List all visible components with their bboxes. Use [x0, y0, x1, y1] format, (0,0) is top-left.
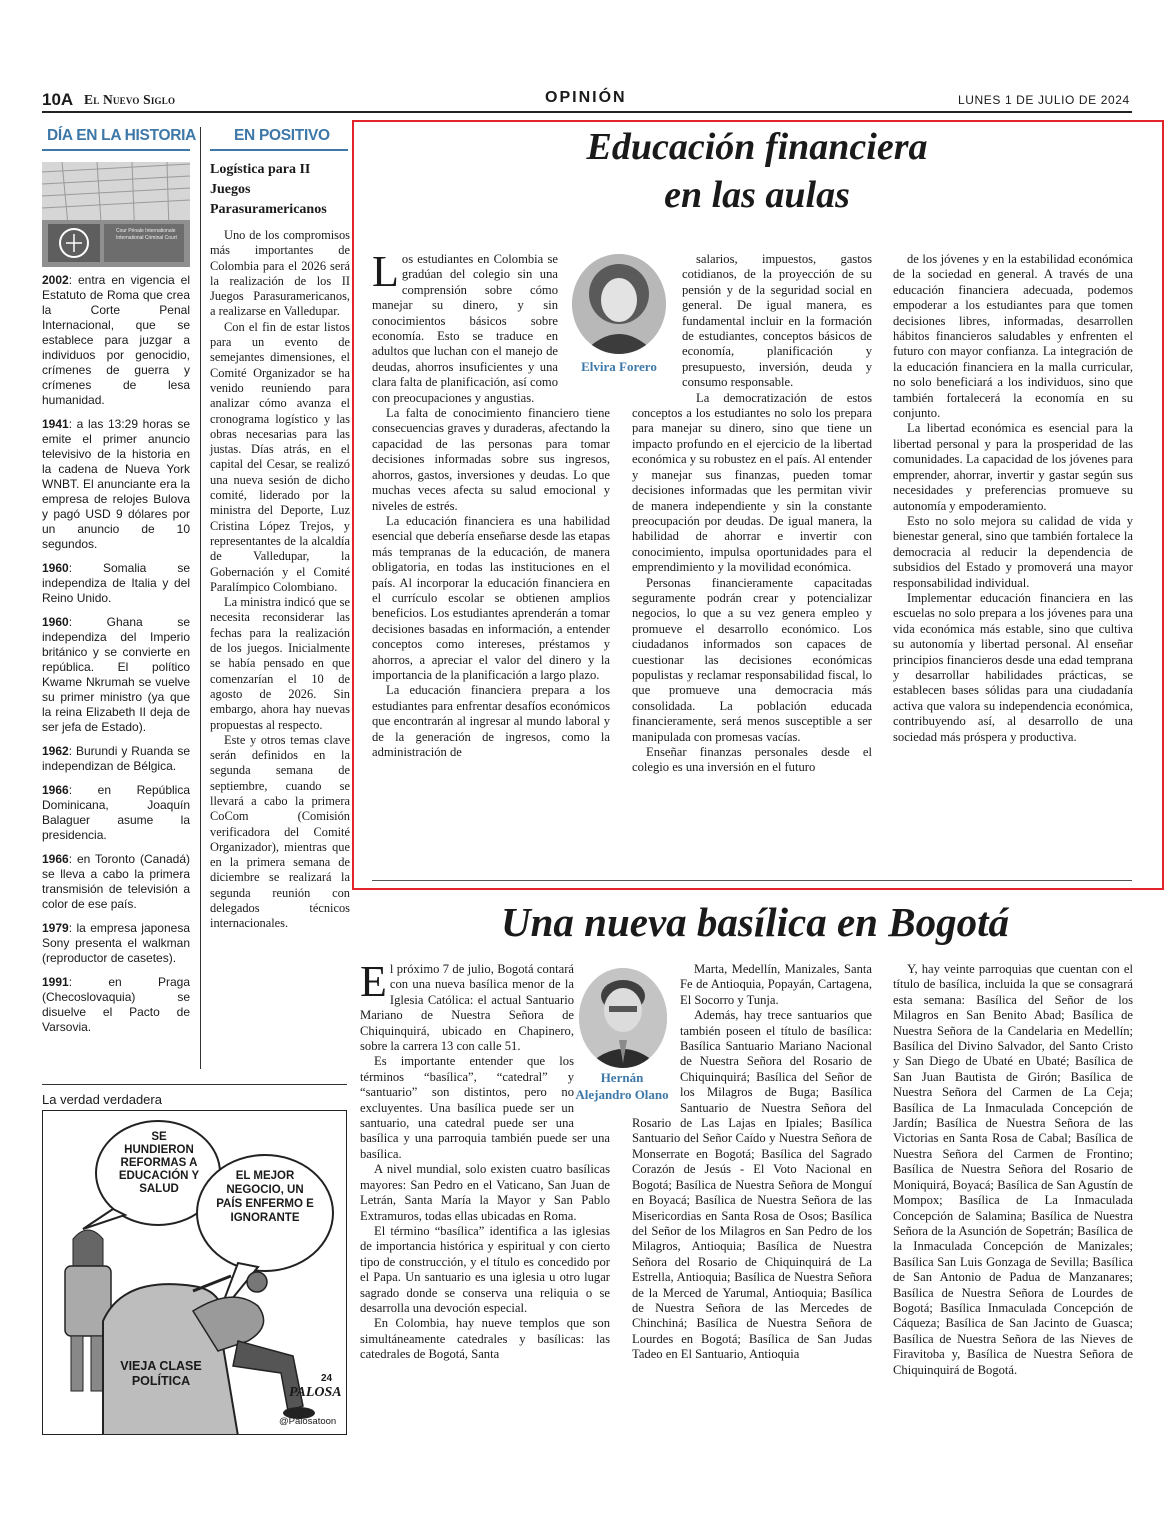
cartoon-sig-number: 24 — [321, 1373, 333, 1384]
article-separator — [372, 880, 1132, 881]
paragraph: Y, hay veinte parroquias que cuentan con el título de basílica, incluida la que se consagrará esta semana: Basílica del Señor de los Milagros en San Benito Abad; Basílica de Nuestra Señora de la Candelaria en Medellín; Basílica del Divino Salvador, del Santo Cristo y San Diego de Ubaté en Ubaté; Basílica de San Juan Bautista de Girón; Basílica de Nuestra Señora del Carmen de La Ceja; Basílica de La Inmaculada Concepción de Jardín; Basílica de Nuestra Señora de las Victorias en Santa Rosa de Cabal; Basílica de Nuestra Señora del Carmen de Frontino; Basílica de Nuestra Señora del Rosario de Moniquirá, Boyacá; Basílica de San Agustín de Mompox; Basílica de La Inmaculada Concepción de Salamina; Basílica de Nuestra Señora de la Asunción de Sopetrán; Basílica de la Inmaculada Concepción de Manizales; Basílica San Luis Gonzaga de Sevilla; Basílica de San Antonio de Padua de Manzanares; Basílica de Nuestra Señora de Lourdes de Bogotá; Basílica Inmaculada Concepción de Cáqueza; Basílica de San Jacinto de Guasca; Basílica de Nuestra Señora de las Nieves de Firavitoba y, Basílica de Nuestra Señora de Chiquinquirá de Bogotá. — [893, 962, 1133, 1377]
article2-col3 — [893, 962, 1133, 1378]
author-name-hernan: Hernán Alejandro Olano — [575, 1070, 669, 1102]
cartoon-chair-text: VIEJA CLASE POLÍTICA — [120, 1359, 202, 1388]
positivo-underline — [210, 149, 348, 151]
positivo-headline: Logística para II Juegos Parasuramericanos — [210, 162, 327, 217]
article2-col1 — [360, 957, 610, 1363]
historia-entry — [42, 783, 190, 843]
article1-col2 — [632, 252, 872, 776]
article1-title-line2: en las aulas — [664, 174, 850, 216]
historia-entry — [42, 744, 190, 774]
historia-year: 2002 — [42, 273, 69, 287]
paragraph: A nivel mundial, solo existen cuatro basílicas mayores: San Pedro en el Vaticano, San Juan de Letrán, Santa María la Mayor y San Pablo Extramuros, todas ellas ubicadas en Roma. — [360, 1162, 610, 1223]
photo-wrap-space — [564, 252, 610, 392]
paragraph: Este y otros temas clave serán definidos en la segunda semana de septiembre, cuando se llevará a cabo la primera CoCom (Comisión verificadora del Comité Organizador), mientras que en la primera semana de diciembre se realizará la segunda reunión con delegados técnicos internacionales. — [210, 732, 350, 931]
paragraph: La educación financiera prepara a los estudiantes para enfrentar desafíos económicos que encontrarán al ingresar al mundo laboral y de la generación de ingresos, como la administración de — [372, 683, 610, 759]
positivo-body — [210, 228, 350, 932]
article1-title-line1: Educación financiera — [586, 126, 928, 168]
historia-text: : Ghana se independiza del Imperio británico y se convierte en república. El político Kwame Nkrumah se vuelve su primer ministro (ya que la reina Elizabeth II deja de ser jefa de Estado). — [42, 615, 190, 734]
header-rule — [42, 111, 1132, 113]
paragraph — [360, 957, 610, 1054]
author-name-elvira: Elvira Forero — [581, 359, 657, 374]
photo-wrap-space — [632, 252, 676, 392]
photo-wrap-space — [580, 962, 610, 1122]
newspaper-name-text: El Nuevo Siglo — [84, 92, 176, 107]
cartoon-rule — [42, 1084, 347, 1085]
article1-col3 — [893, 252, 1133, 745]
paragraph: Uno de los compromisos más importantes de Colombia para el 2026 será la realización de los II Juegos Parasuramericanos, a realizarse en Valledupar. — [210, 228, 350, 319]
historia-list — [42, 273, 190, 1044]
paragraph-text: os estudiantes en Colombia se gradúan del colegio sin una comprensión sobre cómo manejar su dinero, y sin conocimientos básicos sobre economía. Esto se traduce en adultos que luchan con el manejo de deudas, ahorros insuficientes y una clara falta de planificación, así como con preocupaciones y angustias. — [372, 252, 558, 405]
paragraph: La ministra indicó que se necesita reconsiderar las fechas para la realización de los juegos. Inicialmente se había pensado en que comenzarían el 10 de agosto de 2026. Sin embargo, ahora hay nuevas propuestas al respecto. — [210, 595, 350, 732]
article1-col1 — [372, 247, 610, 760]
cartoon-bubble-1: SE HUNDIERON REFORMAS A EDUCACIÓN Y SALUD — [118, 1131, 200, 1195]
historia-text: : en Toronto (Canadá) se lleva a cabo la primera transmisión de televisión a color de ese país. — [42, 852, 190, 911]
historia-text: : entra en vigencia el Estatuto de Roma que crea la Corte Penal Internacional, que se establece para juzgar a individuos por genocidio, crímenes de guerra y crímenes de lesa humanidad. — [42, 273, 190, 407]
article2-col2 — [632, 962, 872, 1363]
cartoon-bubble-2: EL MEJOR NEGOCIO, UN PAÍS ENFERMO E IGNORANTE — [216, 1170, 314, 1224]
paragraph: salarios, impuestos, gastos cotidianos, de la proyección de su pensión y de la seguridad social en general. De igual manera, es fundamental incluir en la formación de estudiantes, conceptos básicos de economía, planificación y presupuesto, inversión, deuda y consumo responsable. — [682, 252, 872, 390]
historia-year: 1991 — [42, 975, 69, 989]
paragraph: Es importante entender que los términos “basílica”, “catedral” y “santuario” son distintos, pero no excluyentes. Una basílica puede ser un santuario, una catedral puede ser una basílica y una parroquia también puede ser una basílica. — [360, 1054, 610, 1161]
paragraph: Con el fin de estar listos para un evento de semejantes dimensiones, el Comité Organizador se ha venido reuniendo para analizar cómo avanza el cronograma logístico y las obras necesarias para las justas. Días atrás, en el capital del Cesar, se realizó una nueva sesión de dicho comité, liderado por la ministra del Deporte, Luz Cristina López Trejos, y representantes de la alcaldía de Valledupar, la Gobernación y el Comité Paralímpico Colombiano. — [210, 319, 350, 594]
paragraph: Marta, Medellín, Manizales, Santa Fe de Antioquia, Popayán, Cartagena, El Socorro y Tunja. — [680, 962, 872, 1007]
paragraph: La libertad económica es esencial para la libertad personal y para la prosperidad de las comunidades. La capacidad de los jóvenes para emprender, ahorrar, invertir y gastar según sus necesidades y preferencias promueve su autonomía y empoderamiento. — [893, 421, 1133, 513]
historia-text: : Somalia se independiza de Italia y del Reino Unido. — [42, 561, 190, 605]
historia-text: : a las 13:29 horas se emite el primer anuncio televisivo de la historia en la cadena de Nueva York WNBT. El anunciante era la empresa de relojes Bulova y pagó USD 9 dólares por un anuncio de 10 segundos. — [42, 417, 190, 551]
paragraph: Personas financieramente capacitadas seguramente podrán crear y potencializar negocios, lo que a su vez genera empleo y promueve el desarrollo económico. Los ciudadanos informados son capaces de cuestionar las decisiones económicas populistas y reclamar responsabilidad fiscal, lo que promueve una democracia más consolidada. La población educada financieramente, será menos susceptible a ser manipulada con promesas vacías. — [632, 575, 872, 744]
icc-sign-text: Cour Pénale Internationale International Criminal Court — [116, 228, 177, 241]
page-number: 10A — [42, 90, 74, 109]
paragraph: La democratización de estos conceptos a los estudiantes no solo los prepara para manejar su dinero, sino que tiene un impacto profundo en el ejercicio de la libertad económica y su robustez en el país. Al entender y manejar sus finanzas, pueden tomar decisiones informadas que les permitan vivir de manera independiente y sin la constante preocupación por deudas. De igual manera, la habilidad de ahorrar e invertir con conocimiento, impulsa oportunidades para el emprendimiento y la movilidad económica. — [632, 390, 872, 575]
icc-building-image — [42, 162, 190, 267]
paragraph: El término “basílica” identifica a las iglesias de importancia histórica y espiritual y con cierto tipo de construcción, y el título es concedido por el Papa. Un santuario es una iglesia u otro lugar sagrado donde se conserva una reliquia o se desarrolla una devoción especial. — [360, 1223, 610, 1315]
cartoon-handle: @Palosatoon — [279, 1416, 337, 1427]
issue-date: LUNES 1 DE JULIO DE 2024 — [958, 93, 1130, 107]
historia-entry — [42, 852, 190, 912]
paragraph: Además, hay trece santuarios que también poseen el título de basílica: Basílica Santuario Mariano Nacional de Nuestra Señora del Rosario de Chiquinquirá; Basílica del Señor de los Milagros de Buga; Basílica Santuario de Nuestra Señora del Rosario de Las Lajas en Ipiales; Basílica Santuario del Señor Caído y Nuestra Señora de Monserrate en Bogotá; Basílica del Sagrado Corazón de Jesús - El Voto Nacional en Bogotá; Basílica de Nuestra Señora de Monguí en Boyacá; Basílica de Nuestra Señora de las Misericordias en Santa Rosa de Osos; Basílica del Señor de los Milagros en San Pedro de los Milagros, Antioquia; Basílica de Nuestra Señora del Rosario de Chiquinquirá de La Estrella, Antioquia; Basílica de Nuestra Señora de la Merced de Yarumal, Antioquia; Basílica de Nuestra Señora de las Mercedes de Chinchiná; Basílica de Nuestra Señora de Lourdes en Bogotá; Basílica de San Judas Tadeo en El Santuario, Antioquia — [632, 1008, 872, 1362]
historia-year: 1960 — [42, 561, 69, 575]
paragraph: La falta de conocimiento financiero tiene consecuencias graves y duraderas, afectando la capacidad de las personas para tomar decisiones informadas sobre sus ingresos, ahorros, gastos, inversiones y deudas. Lo que muchas veces afecta su salud emocional y niveles de estrés. — [372, 406, 610, 513]
historia-text: : la empresa japonesa Sony presenta el walkman (reproductor de casetes). — [42, 921, 190, 965]
historia-year: 1979 — [42, 921, 69, 935]
historia-year: 1941 — [42, 417, 69, 431]
historia-entry — [42, 975, 190, 1035]
historia-label: DÍA EN LA HISTORIA — [47, 127, 197, 144]
historia-year: 1966 — [42, 852, 69, 866]
paragraph: En Colombia, hay nueve templos que son simultáneamente catedrales y basílicas: las catedrales de Bogotá, Santa — [360, 1316, 610, 1362]
historia-underline — [42, 149, 190, 151]
article2-title: Una nueva basílica en Bogotá — [501, 899, 1009, 945]
historia-year: 1966 — [42, 783, 69, 797]
paragraph: La educación financiera es una habilidad esencial que debería enseñarse desde las etapas más tempranas de la educación, de manera obligatoria, en todas las instituciones en el país. Al incorporar la educación financiera en el currículo escolar se obtienen amplios beneficios. Los estudiantes aprenderán a tomar decisiones basadas en información, a entender conceptos como intereses, préstamos y ahorros, a apreciar el valor del dinero y la importancia de la planificación a largo plazo. — [372, 513, 610, 682]
drop-cap: E — [360, 957, 387, 1006]
historia-text: : Burundi y Ruanda se independizan de Bélgica. — [42, 744, 190, 773]
photo-wrap-space — [632, 962, 674, 1112]
paragraph: Enseñar finanzas personales desde el colegio es una inversión en el futuro — [632, 745, 872, 775]
historia-entry — [42, 273, 190, 408]
cartoon — [42, 1110, 347, 1435]
historia-text: : en República Dominicana, Joaquín Balaguer asume la presidencia. — [42, 783, 190, 842]
column-rule — [200, 127, 201, 1069]
paragraph: de los jóvenes y en la estabilidad económica de la sociedad en general. A través de una educación financiera adecuada, podemos empoderar a los estudiantes para que tomen decisiones libres, informadas, desarrollen hábitos financieros saludables y enfrenten el futuro con mayor confianza. La integración de la educación financiera en la malla curricular, no solo beneficiará a los individuos, sino que también fortalecerá la economía en su conjunto. — [893, 252, 1133, 421]
historia-entry — [42, 561, 190, 606]
historia-year: 1960 — [42, 615, 69, 629]
positivo-label: EN POSITIVO — [234, 127, 330, 144]
historia-entry — [42, 417, 190, 552]
historia-year: 1962 — [42, 744, 69, 758]
drop-cap: L — [372, 247, 399, 296]
historia-entry — [42, 615, 190, 735]
paragraph: Implementar educación financiera en las escuelas no solo prepara a los jóvenes para una vida económica más estable, sino que cultiva su autonomía y libertad personal. Al enseñar principios financieros desde una edad temprana y desarrollar habilidades prácticas, se establecen bases sólidas para una ciudadanía activa que valora su independencia económica, contribuyendo así, al desarrollo de una sociedad más próspera y productiva. — [893, 590, 1133, 744]
paragraph: Esto no solo mejora su calidad de vida y bienestar general, sino que también fortalece la democracia al reducir la dependencia de subsidios del Estado y promoverá una mayor responsabilidad individual. — [893, 513, 1133, 590]
paragraph-text: l próximo 7 de julio, Bogotá contará con una nueva basílica menor de la Iglesia Católica: el actual Santuario Mariano de Nuestra Señora de Chiquinquirá, ubicado en Chapinero, sobre la carrera 13 con calle 51. — [360, 962, 574, 1054]
historia-text: : en Praga (Checoslovaquia) se disuelve el Pacto de Varsovia. — [42, 975, 190, 1034]
icc-photo — [42, 162, 190, 267]
cartoon-label: La verdad verdadera — [42, 1092, 162, 1107]
section-title: OPINIÓN — [545, 89, 627, 106]
cartoon-signature: PALOSA — [289, 1385, 342, 1400]
newspaper-name — [84, 92, 175, 108]
historia-entry — [42, 921, 190, 966]
